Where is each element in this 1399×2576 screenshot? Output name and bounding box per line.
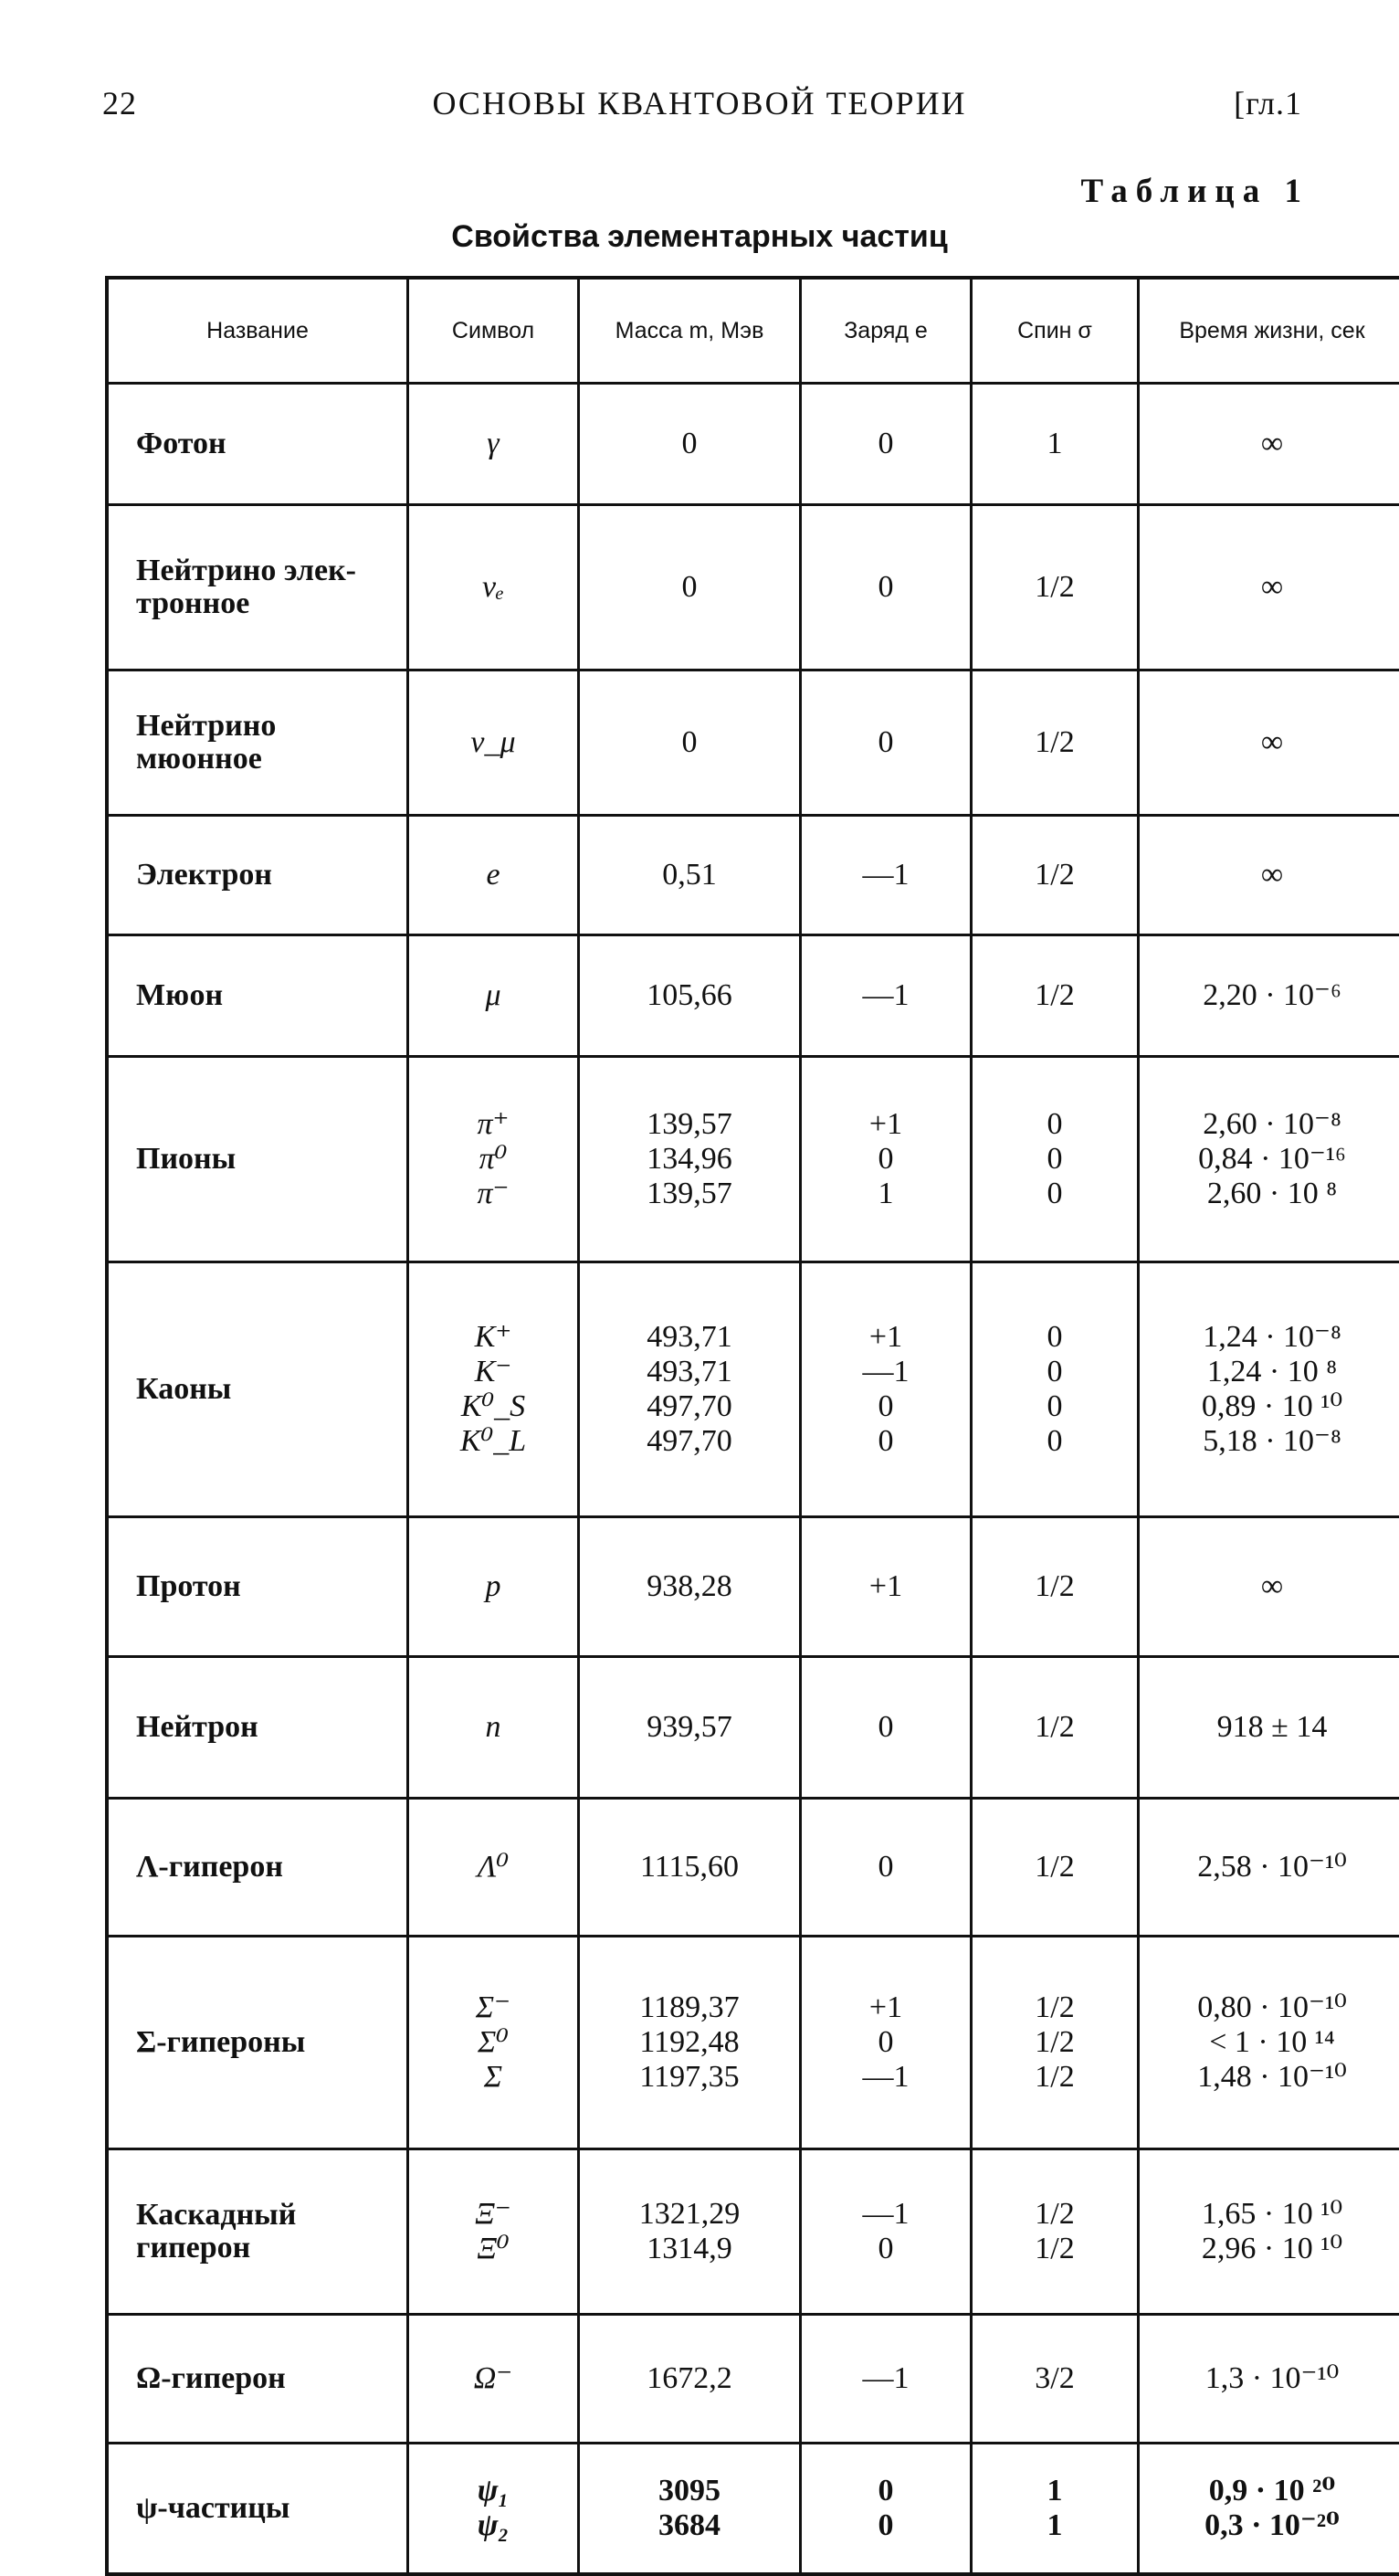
cell-symbol [408,1937,579,2149]
cell-spin-line: 1/2 [980,1850,1130,1884]
cell-lifetime-line: ∞ [1147,427,1397,461]
cell-mass-line: 3684 [587,2508,792,2543]
cell-symbol-line: p [416,1569,570,1604]
cell-mass-line: 0 [587,427,792,461]
table-row [107,670,1399,816]
cell-lifetime [1139,1937,1399,2149]
cell-lifetime-line: ∞ [1147,858,1397,892]
cell-lifetime-line: 0,80 · 10⁻¹⁰ [1147,1990,1397,2025]
cell-lifetime-line: 918 ± 14 [1147,1710,1397,1745]
cell-symbol [408,2444,579,2575]
cell-spin-line: 1/2 [980,2025,1130,2060]
cell-lifetime-line: 1,24 · 10⁻⁸ [1147,1320,1397,1355]
cell-lifetime-line: 1,65 · 10 ¹⁰ [1147,2197,1397,2232]
cell-charge-line: 0 [809,1850,962,1884]
cell-mass [579,1937,801,2149]
cell-symbol-line: νₑ [416,570,570,605]
cell-mass-line: 139,57 [587,1177,792,1211]
cell-name [107,1937,408,2149]
cell-mass-line: 939,57 [587,1710,792,1745]
table-label: Таблица 1 [1081,172,1310,211]
cell-spin [972,935,1139,1057]
cell-name-line: Нейтрино [136,710,399,743]
page-number: 22 [102,84,137,122]
cell-symbol-line: Λ⁰ [416,1850,570,1884]
column-header-mass: Масса m, Мэв [579,278,801,384]
chapter-reference: [гл.1 [1234,84,1302,122]
cell-symbol-line: Ω⁻ [416,2361,570,2396]
cell-symbol-line: π⁺ [416,1107,570,1142]
column-header-charge: Заряд e [801,278,972,384]
table-row [107,505,1399,670]
cell-mass-line: 3095 [587,2474,792,2508]
cell-mass-line: 497,70 [587,1424,792,1459]
cell-name-line: Электрон [136,859,399,892]
cell-name [107,2149,408,2315]
cell-name-line: Каоны [136,1373,399,1406]
cell-lifetime [1139,935,1399,1057]
cell-mass [579,1657,801,1799]
cell-mass-line: 1192,48 [587,2025,792,2060]
cell-charge-line: +1 [809,1990,962,2025]
cell-spin [972,670,1139,816]
cell-spin [972,384,1139,505]
cell-spin-line: 1/2 [980,725,1130,760]
cell-charge-line: —1 [809,2197,962,2232]
cell-charge [801,2149,972,2315]
cell-name-line: Фотон [136,428,399,460]
cell-lifetime-line: 0,3 · 10⁻²⁰ [1147,2508,1397,2543]
table-body [107,384,1399,2575]
cell-symbol-line: Σ⁻ [416,1990,570,2025]
cell-charge-line: +1 [809,1320,962,1355]
cell-charge-line: —1 [809,858,962,892]
cell-name [107,935,408,1057]
cell-name [107,384,408,505]
cell-mass-line: 139,57 [587,1107,792,1142]
cell-charge [801,2315,972,2444]
cell-spin [972,1657,1139,1799]
cell-spin [972,1937,1139,2149]
cell-mass [579,1057,801,1262]
cell-name-line: мюонное [136,743,399,776]
cell-name [107,1057,408,1262]
cell-symbol [408,1657,579,1799]
cell-lifetime-line: 2,20 · 10⁻⁶ [1147,978,1397,1013]
cell-symbol [408,816,579,935]
cell-symbol [408,935,579,1057]
cell-charge-line: 0 [809,725,962,760]
table-row [107,1657,1399,1799]
cell-spin-line: 0 [980,1177,1130,1211]
cell-mass-line: 0 [587,725,792,760]
table-row [107,1517,1399,1657]
cell-charge-line: 0 [809,427,962,461]
cell-symbol [408,670,579,816]
table-row [107,935,1399,1057]
cell-charge [801,1517,972,1657]
table-header-row [107,278,1399,384]
cell-lifetime-line: 1,3 · 10⁻¹⁰ [1147,2361,1397,2396]
cell-symbol-line: Σ [416,2060,570,2095]
cell-symbol [408,1517,579,1657]
cell-symbol-line: K⁰_L [416,1424,570,1459]
cell-spin-line: 1 [980,2474,1130,2508]
cell-spin-line: 1/2 [980,2060,1130,2095]
column-header-lifetime: Время жизни, сек [1139,278,1399,384]
column-header-name: Название [107,278,408,384]
cell-spin-line: 0 [980,1320,1130,1355]
table-row [107,384,1399,505]
cell-name [107,1517,408,1657]
cell-symbol-line: Σ⁰ [416,2025,570,2060]
cell-spin [972,2444,1139,2575]
cell-symbol [408,505,579,670]
cell-spin-line: 0 [980,1107,1130,1142]
cell-charge [801,1937,972,2149]
cell-symbol-line: ψ₁ [416,2474,570,2508]
cell-mass [579,1262,801,1517]
cell-charge [801,670,972,816]
cell-charge [801,1262,972,1517]
cell-name [107,1262,408,1517]
table-row [107,2315,1399,2444]
cell-charge-line: —1 [809,1355,962,1389]
cell-name-line: ψ-частицы [136,2492,399,2525]
cell-spin-line: 1/2 [980,1710,1130,1745]
cell-symbol [408,384,579,505]
cell-spin-line: 1/2 [980,1990,1130,2025]
cell-name-line: Протон [136,1570,399,1603]
cell-lifetime [1139,1657,1399,1799]
cell-charge [801,2444,972,2575]
cell-symbol-line: n [416,1710,570,1745]
cell-name-line: тронное [136,587,399,620]
cell-mass [579,2315,801,2444]
cell-mass [579,505,801,670]
cell-symbol [408,2149,579,2315]
cell-charge-line: 0 [809,1142,962,1177]
cell-lifetime-line: 0,84 · 10⁻¹⁶ [1147,1142,1397,1177]
cell-spin-line: 0 [980,1142,1130,1177]
cell-symbol-line: Ξ⁰ [416,2232,570,2266]
cell-name-line: Ω-гиперон [136,2362,399,2395]
cell-name-line: гиперон [136,2232,399,2265]
cell-lifetime [1139,1057,1399,1262]
cell-name [107,1657,408,1799]
cell-charge-line: +1 [809,1569,962,1604]
cell-mass-line: 1672,2 [587,2361,792,2396]
cell-mass [579,2444,801,2575]
table-row [107,1057,1399,1262]
cell-mass [579,816,801,935]
cell-charge [801,1657,972,1799]
cell-lifetime-line: 0,9 · 10 ²⁰ [1147,2474,1397,2508]
cell-lifetime-line: < 1 · 10 ¹⁴ [1147,2025,1397,2060]
cell-mass [579,2149,801,2315]
cell-name-line: Λ-гиперон [136,1851,399,1884]
cell-lifetime-line: 5,18 · 10⁻⁸ [1147,1424,1397,1459]
cell-lifetime-line: 2,58 · 10⁻¹⁰ [1147,1850,1397,1884]
cell-name-line: Нейтрино элек- [136,554,399,587]
cell-charge [801,384,972,505]
cell-name-line: Σ-гипероны [136,2026,399,2059]
cell-charge-line: 1 [809,1177,962,1211]
cell-lifetime [1139,505,1399,670]
cell-lifetime-line: ∞ [1147,570,1397,605]
cell-name-line: Нейтрон [136,1711,399,1744]
cell-charge-line: —1 [809,2060,962,2095]
cell-charge-line: +1 [809,1107,962,1142]
cell-mass-line: 493,71 [587,1320,792,1355]
cell-symbol-line: e [416,858,570,892]
cell-name-line: Каскадный [136,2199,399,2232]
cell-spin-line: 1/2 [980,978,1130,1013]
particle-properties-table [105,276,1399,2576]
cell-mass [579,1799,801,1937]
table-row [107,2149,1399,2315]
cell-spin [972,816,1139,935]
cell-spin-line: 1/2 [980,858,1130,892]
table-row [107,1937,1399,2149]
cell-symbol [408,1799,579,1937]
cell-charge [801,1799,972,1937]
cell-lifetime [1139,2444,1399,2575]
column-header-spin: Спин σ [972,278,1139,384]
cell-mass-line: 493,71 [587,1355,792,1389]
cell-symbol-line: γ [416,427,570,461]
cell-spin-line: 0 [980,1355,1130,1389]
table-row [107,1799,1399,1937]
cell-lifetime-line: 0,89 · 10 ¹⁰ [1147,1389,1397,1424]
cell-symbol [408,2315,579,2444]
cell-symbol-line: ψ₂ [416,2508,570,2543]
cell-symbol-line: K⁺ [416,1320,570,1355]
cell-symbol-line: ν_μ [416,725,570,760]
cell-spin-line: 0 [980,1389,1130,1424]
table-row [107,1262,1399,1517]
cell-symbol-line: π⁻ [416,1177,570,1211]
cell-charge [801,816,972,935]
cell-name [107,2315,408,2444]
cell-name [107,670,408,816]
cell-spin [972,2149,1139,2315]
cell-mass-line: 1321,29 [587,2197,792,2232]
cell-mass-line: 1189,37 [587,1990,792,2025]
cell-symbol-line: π⁰ [416,1142,570,1177]
cell-mass [579,670,801,816]
cell-spin [972,2315,1139,2444]
cell-mass-line: 1115,60 [587,1850,792,1884]
column-header-symbol: Символ [408,278,579,384]
cell-lifetime [1139,2315,1399,2444]
cell-mass-line: 0,51 [587,858,792,892]
cell-spin [972,505,1139,670]
cell-lifetime [1139,1262,1399,1517]
cell-mass-line: 938,28 [587,1569,792,1604]
cell-spin-line: 1 [980,2508,1130,2543]
cell-charge-line: 0 [809,2232,962,2266]
cell-charge [801,505,972,670]
cell-spin-line: 1 [980,427,1130,461]
cell-symbol [408,1262,579,1517]
table-caption: Свойства элементарных частиц [0,219,1399,255]
cell-spin-line: 0 [980,1424,1130,1459]
cell-lifetime [1139,2149,1399,2315]
cell-symbol-line: K⁰_S [416,1389,570,1424]
cell-lifetime-line: 2,60 · 10⁻⁸ [1147,1107,1397,1142]
cell-lifetime-line: 2,60 · 10 ⁸ [1147,1177,1397,1211]
running-title: ОСНОВЫ КВАНТОВОЙ ТЕОРИИ [0,84,1399,122]
cell-charge-line: —1 [809,2361,962,2396]
cell-charge-line: 0 [809,2508,962,2543]
cell-lifetime-line: 1,24 · 10 ⁸ [1147,1355,1397,1389]
cell-spin [972,1517,1139,1657]
cell-mass-line: 134,96 [587,1142,792,1177]
cell-name [107,505,408,670]
cell-lifetime-line: ∞ [1147,725,1397,760]
cell-symbol [408,1057,579,1262]
cell-spin-line: 1/2 [980,2197,1130,2232]
cell-mass [579,935,801,1057]
table-row [107,816,1399,935]
cell-charge-line: —1 [809,978,962,1013]
cell-name [107,816,408,935]
cell-charge-line: 0 [809,2474,962,2508]
cell-spin [972,1262,1139,1517]
cell-lifetime [1139,1517,1399,1657]
cell-charge-line: 0 [809,2025,962,2060]
cell-mass-line: 105,66 [587,978,792,1013]
cell-lifetime [1139,670,1399,816]
cell-name [107,2444,408,2575]
cell-spin-line: 1/2 [980,1569,1130,1604]
cell-charge [801,935,972,1057]
cell-symbol-line: Ξ⁻ [416,2197,570,2232]
cell-lifetime-line: ∞ [1147,1569,1397,1604]
cell-mass-line: 497,70 [587,1389,792,1424]
table-row [107,2444,1399,2575]
cell-lifetime [1139,384,1399,505]
cell-spin-line: 3/2 [980,2361,1130,2396]
cell-spin [972,1799,1139,1937]
cell-charge [801,1057,972,1262]
cell-spin-line: 1/2 [980,2232,1130,2266]
cell-lifetime [1139,816,1399,935]
cell-mass-line: 1314,9 [587,2232,792,2266]
cell-mass [579,384,801,505]
cell-symbol-line: K⁻ [416,1355,570,1389]
cell-charge-line: 0 [809,1424,962,1459]
cell-name [107,1799,408,1937]
cell-mass-line: 0 [587,570,792,605]
cell-mass-line: 1197,35 [587,2060,792,2095]
cell-charge-line: 0 [809,1389,962,1424]
cell-lifetime [1139,1799,1399,1937]
cell-lifetime-line: 1,48 · 10⁻¹⁰ [1147,2060,1397,2095]
cell-spin [972,1057,1139,1262]
cell-lifetime-line: 2,96 · 10 ¹⁰ [1147,2232,1397,2266]
cell-symbol-line: μ [416,978,570,1013]
cell-charge-line: 0 [809,1710,962,1745]
cell-name-line: Пионы [136,1143,399,1176]
cell-charge-line: 0 [809,570,962,605]
cell-spin-line: 1/2 [980,570,1130,605]
cell-name-line: Мюон [136,979,399,1012]
cell-mass [579,1517,801,1657]
